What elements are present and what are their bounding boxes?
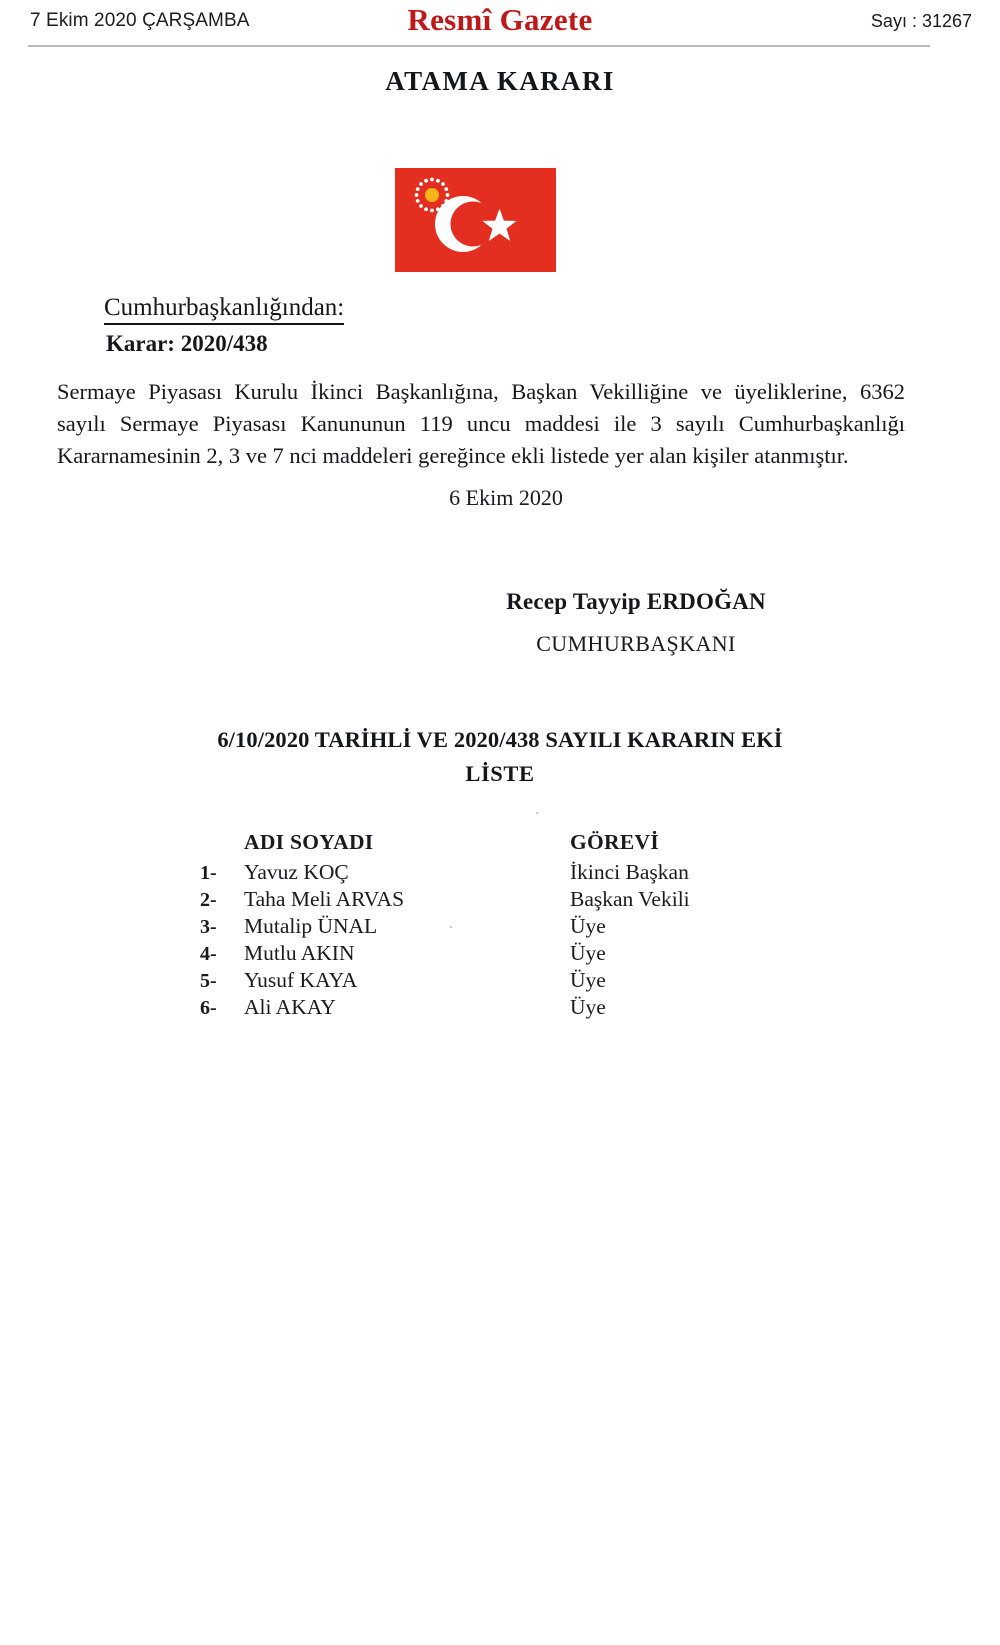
row-number: 3- <box>200 916 217 938</box>
row-role: Üye <box>570 914 606 938</box>
row-number: 2- <box>200 889 217 911</box>
body-line-1: Sermaye Piyasası Kurulu İkinci Başkanlığına, Başkan Vekilliğine ve üyeliklerine, 6362 <box>57 379 905 404</box>
document-title: ATAMA KARARI <box>385 66 615 96</box>
scan-speck <box>536 812 538 814</box>
table-row <box>200 887 760 914</box>
annex-heading-line2: LİSTE <box>465 761 535 786</box>
row-number: 6- <box>200 997 217 1019</box>
row-role: Üye <box>570 968 606 992</box>
row-number: 1- <box>200 862 217 884</box>
row-role: Üye <box>570 941 606 965</box>
masthead-divider <box>28 45 930 47</box>
row-name: Yavuz KOÇ <box>244 860 349 884</box>
table-row <box>200 968 760 995</box>
row-name: Yusuf KAYA <box>244 968 358 992</box>
decision-body-text <box>57 376 905 472</box>
scan-speck <box>450 926 452 928</box>
signatory-role: CUMHURBAŞKANI <box>536 631 736 656</box>
row-role: İkinci Başkan <box>570 860 689 884</box>
row-name: Mutlu AKIN <box>244 941 355 965</box>
table-row <box>200 995 760 1022</box>
table-row <box>200 941 760 968</box>
table-row <box>200 860 760 887</box>
row-number: 4- <box>200 943 217 965</box>
turkish-flag-emblem <box>395 168 556 272</box>
decision-number: Karar: 2020/438 <box>106 331 268 356</box>
row-name: Ali AKAY <box>244 995 336 1019</box>
row-name: Mutalip ÜNAL <box>244 914 378 938</box>
body-line-3: Kararnamesinin 2, 3 ve 7 nci maddeleri gereğince ekli listede yer alan kişiler atanmıştır. <box>57 442 849 468</box>
row-number: 5- <box>200 970 217 992</box>
table-row <box>200 914 760 941</box>
gazette-masthead <box>0 0 1000 48</box>
turkish-flag-icon <box>395 168 556 272</box>
row-role: Üye <box>570 995 606 1019</box>
annex-heading-line1: 6/10/2020 TARİHLİ VE 2020/438 SAYILI KARARIN EKİ <box>217 727 783 752</box>
decision-date: 6 Ekim 2020 <box>449 485 563 510</box>
appointment-list-table <box>200 830 760 1022</box>
issuing-authority: Cumhurbaşkanlığından: <box>104 294 344 325</box>
column-header-name: ADI SOYADI <box>244 830 374 854</box>
masthead-date: 7 Ekim 2020 ÇARŞAMBA <box>30 10 250 31</box>
masthead-gazette-title: Resmî Gazete <box>407 2 593 37</box>
table-header-row <box>200 830 760 860</box>
body-line-2: sayılı Sermaye Piyasası Kanununun 119 uncu maddesi ile 3 sayılı Cumhurbaşkanlığı <box>57 410 905 436</box>
masthead-issue-number: Sayı : 31267 <box>870 11 972 31</box>
signatory-name: Recep Tayyip ERDOĞAN <box>506 589 766 614</box>
row-name: Taha Meli ARVAS <box>244 887 405 911</box>
row-role: Başkan Vekili <box>570 887 690 911</box>
column-header-role: GÖREVİ <box>570 830 660 854</box>
